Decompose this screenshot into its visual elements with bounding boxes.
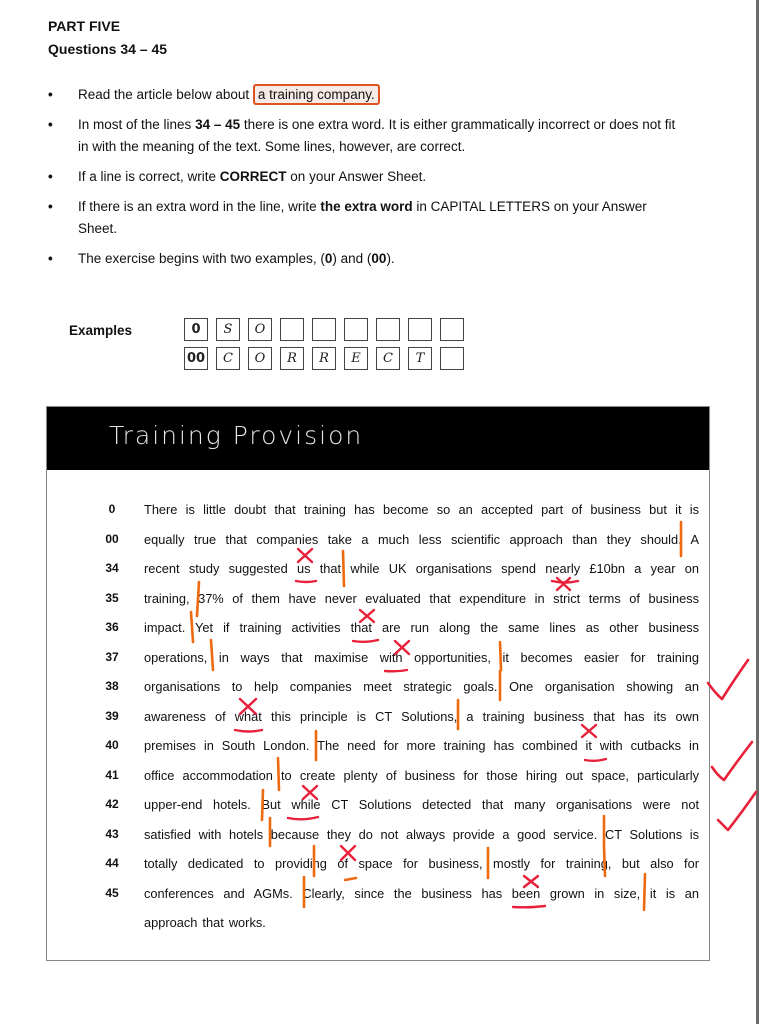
line-number: 38 <box>105 679 119 693</box>
instruction-text: there is one extra word. It is either grammatically incorrect or does not fit in with the meaning of the text. Some lines, however, are correct. <box>78 117 676 154</box>
article-line <box>47 794 709 818</box>
line-text: There is little doubt that training has become so an accepted part of business but it is <box>144 502 699 517</box>
answer-cell[interactable]: E <box>344 347 368 370</box>
instruction-text: If there is an extra word in the line, write <box>78 199 321 214</box>
answer-cell[interactable] <box>376 318 400 341</box>
bullet: • <box>48 87 53 102</box>
line-text: awareness of what this principle is CT Solutions, a training business that has its own <box>144 708 699 724</box>
examples-label: Examples <box>69 323 133 338</box>
line-number: 39 <box>105 708 119 723</box>
instruction-text: Read the article below about <box>78 87 250 102</box>
line-text: operations, in ways that maximise with opportunities, it becomes easier for training <box>144 649 699 665</box>
article-panel <box>46 406 710 961</box>
instruction-item <box>48 196 688 240</box>
article-line <box>47 588 709 612</box>
line-number: 45 <box>105 885 119 900</box>
line-number: 44 <box>105 856 119 870</box>
answer-cell[interactable] <box>408 318 432 341</box>
instruction-item <box>48 248 688 270</box>
answer-cell[interactable] <box>344 318 368 341</box>
instruction-text: on your Answer Sheet. <box>286 169 427 184</box>
line-text: impact. Yet if training activities that are run along the same lines as other business <box>144 620 699 635</box>
line-number: 0 <box>108 502 116 516</box>
instruction-text: The exercise begins with two examples, ( <box>78 251 325 266</box>
line-number: 41 <box>105 767 119 782</box>
line-number: 35 <box>105 590 119 605</box>
answer-cell[interactable] <box>440 318 464 341</box>
line-number: 37 <box>105 649 119 664</box>
instruction-text: ). <box>386 251 395 266</box>
line-number: 36 <box>105 620 119 634</box>
answer-cell: 0 <box>184 318 208 341</box>
instruction-item <box>48 84 688 106</box>
red-check-marks <box>708 660 756 830</box>
line-text: equally true that companies take a much less scientific approach than they should. A <box>144 531 699 547</box>
instruction-text: If a line is correct, write <box>78 169 220 184</box>
article-line <box>47 499 709 523</box>
answer-cell[interactable]: C <box>376 347 400 370</box>
instruction-item <box>48 166 688 188</box>
line-number: 00 <box>105 531 119 546</box>
bullet: • <box>48 251 53 266</box>
line-text: training, 37% of them have never evaluated that expenditure in strict terms of business <box>144 590 699 606</box>
highlighted-phrase: a training company. <box>253 84 380 105</box>
instruction-text: ) and ( <box>332 251 372 266</box>
article-line <box>47 883 709 907</box>
answer-cell: 00 <box>184 347 208 370</box>
article-line <box>47 647 709 671</box>
answer-cell[interactable] <box>312 318 336 341</box>
answer-cell[interactable]: R <box>280 347 304 370</box>
article-line <box>47 912 709 936</box>
bullet: • <box>48 199 53 214</box>
part-title: PART FIVE <box>48 18 121 34</box>
answer-cell[interactable] <box>280 318 304 341</box>
instruction-bold: CORRECT <box>219 169 287 184</box>
article-title: Training Provision <box>109 421 364 450</box>
line-text: approach that works. <box>144 915 266 930</box>
answer-cell[interactable]: T <box>408 347 432 370</box>
line-text: organisations to help companies meet strategic goals. One organisation showing an <box>144 679 699 694</box>
answer-cell[interactable]: O <box>248 318 272 341</box>
instruction-text: In most of the lines <box>78 117 196 132</box>
article-header <box>47 407 709 470</box>
answer-cell[interactable]: C <box>216 347 240 370</box>
bullet: • <box>48 117 53 132</box>
instruction-bold: the extra word <box>320 199 413 214</box>
answer-cell[interactable]: S <box>216 318 240 341</box>
instruction-item <box>48 114 688 158</box>
instruction-bold: 00 <box>371 251 387 266</box>
line-number: 40 <box>105 738 119 752</box>
line-number: 34 <box>105 561 119 575</box>
line-text: conferences and AGMs. Clearly, since the business has been grown in size, it is an <box>144 885 699 901</box>
line-text: premises in South London. The need for more training has combined it with cutbacks in <box>144 738 699 753</box>
instructions-list <box>48 84 688 278</box>
line-text: satisfied with hotels because they do not always provide a good service. CT Solutions is <box>144 826 699 842</box>
questions-range: Questions 34 – 45 <box>48 41 168 57</box>
line-text: upper-end hotels. But while CT Solutions detected that many organisations were not <box>144 797 699 812</box>
line-number: 43 <box>105 826 119 841</box>
instruction-bold: 0 <box>324 251 333 266</box>
line-text: totally dedicated to providing of space for business, mostly for training, but also for <box>144 856 699 871</box>
article-line <box>47 824 709 848</box>
article-line <box>47 529 709 553</box>
article-line <box>47 853 709 877</box>
answer-cell[interactable]: R <box>312 347 336 370</box>
page-edge-line <box>756 0 759 1024</box>
article-line <box>47 558 709 582</box>
article-line <box>47 765 709 789</box>
article-line <box>47 735 709 759</box>
line-text: recent study suggested us that while UK organisations spend nearly £10bn a year on <box>144 561 699 576</box>
article-line <box>47 706 709 730</box>
line-number: 42 <box>105 797 119 811</box>
bullet: • <box>48 169 53 184</box>
example-row-00 <box>184 347 472 372</box>
instruction-text: in CAPITAL LETTERS on your Answer Sheet. <box>78 199 647 236</box>
answer-cell[interactable] <box>440 347 464 370</box>
instruction-bold: 34 – 45 <box>195 117 241 132</box>
example-row-0 <box>184 318 472 343</box>
article-line <box>47 617 709 641</box>
answer-cell[interactable]: O <box>248 347 272 370</box>
line-text: office accommodation to create plenty of business for those hiring out space, particularly <box>144 767 699 783</box>
article-line <box>47 676 709 700</box>
